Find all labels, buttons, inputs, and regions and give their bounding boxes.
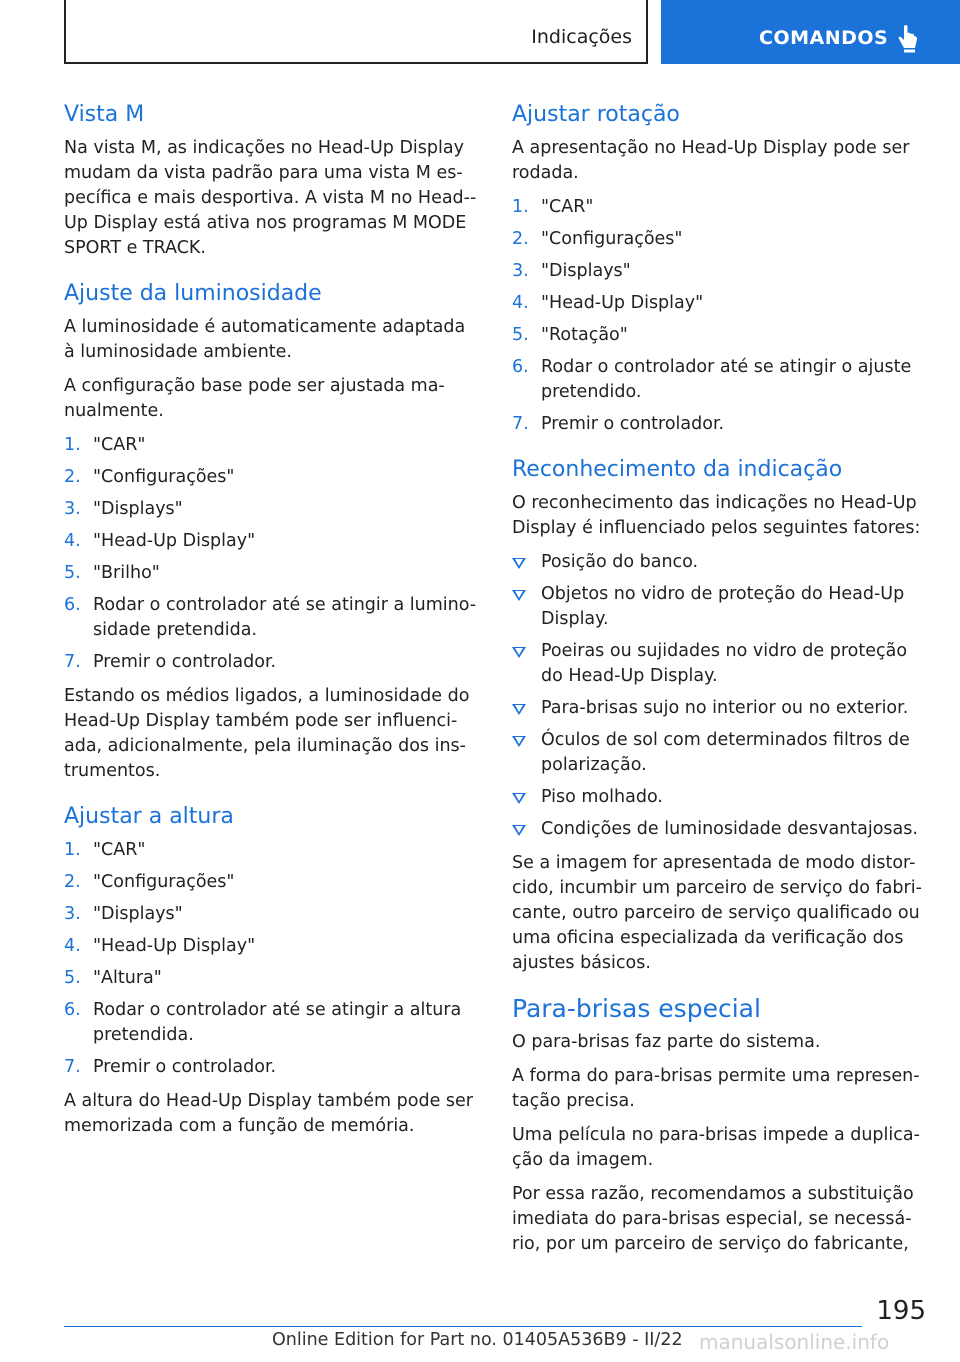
- step-number: 1.: [64, 435, 81, 455]
- paragraph: A forma do para-brisas permite uma represen-tação precisa.: [512, 1066, 920, 1111]
- bullet-text: Óculos de sol com determinados filtros de polarização.: [541, 730, 910, 775]
- paragraph: Na vista M, as indicações no Head-Up Display mudam da vista padrão para uma vista M es-pecífica e mais desportiva. A vista M no Head--Up Display está ativa nos programas M MODE SPORT e TRACK.: [64, 138, 477, 258]
- bullet-list: [512, 550, 928, 842]
- step-number: 2.: [64, 467, 81, 487]
- step-number: 1.: [64, 840, 81, 860]
- step-text: Rodar o controlador até se atingir a lumino-sidade pretendida.: [93, 595, 477, 640]
- step-number: 1.: [512, 197, 529, 217]
- header-chapter-label: COMANDOS: [759, 27, 889, 49]
- triangle-bullet-icon: [512, 558, 526, 569]
- step-text: "Head-Up Display": [93, 531, 256, 551]
- step-number: 5.: [512, 325, 529, 345]
- step-text: "Brilho": [93, 563, 160, 583]
- paragraph: Estando os médios ligados, a luminosidade do Head-Up Display também pode ser influenci-ada, adicionalmente, pela iluminação dos ins-trumentos.: [64, 686, 470, 781]
- heading-rotacao: Ajustar rotação: [512, 102, 680, 127]
- list-item: [512, 639, 928, 689]
- step-text: Premir o controlador.: [93, 1057, 277, 1077]
- list-item: [512, 412, 928, 437]
- list-item: [512, 785, 928, 810]
- list-item: [512, 817, 928, 842]
- section-parabrisas: [512, 994, 928, 1257]
- triangle-bullet-icon: [512, 793, 526, 804]
- hand-pointer-icon: [897, 24, 919, 54]
- paragraph: Se a imagem for apresentada de modo distor-cido, incumbir um parceiro de serviço do fabri-cante, outro parceiro de serviço qualificado ou uma oficina especializada da verificação dos ajustes básicos.: [512, 853, 922, 973]
- footer-divider: [64, 1326, 862, 1327]
- step-number: 4.: [512, 293, 529, 313]
- list-item: [512, 582, 928, 632]
- step-text: "Head-Up Display": [93, 936, 256, 956]
- paragraph: A configuração base pode ser ajustada ma-nualmente.: [64, 376, 445, 421]
- list-item: [512, 291, 928, 316]
- left-column: [64, 100, 478, 1157]
- step-number: 7.: [64, 1057, 81, 1077]
- heading-vista-m: Vista M: [64, 102, 145, 127]
- list-item: [64, 650, 478, 675]
- step-number: 4.: [64, 531, 81, 551]
- watermark: manualsonline.info: [699, 1330, 890, 1354]
- bullet-text: Piso molhado.: [541, 787, 663, 807]
- footer-edition: Online Edition for Part no. 01405A536B9 - II/22: [272, 1330, 683, 1350]
- list-item: [64, 433, 478, 458]
- right-column: [512, 100, 928, 1275]
- step-number: 6.: [64, 595, 81, 615]
- list-item: [512, 259, 928, 284]
- list-item: [64, 529, 478, 554]
- heading-parabrisas: Para-brisas especial: [512, 994, 761, 1023]
- step-number: 2.: [512, 229, 529, 249]
- list-item: [64, 998, 478, 1048]
- section-luminosidade: [64, 279, 478, 784]
- step-number: 6.: [512, 357, 529, 377]
- list-item: [512, 323, 928, 348]
- paragraph: Uma película no para-brisas impede a duplica-ção da imagem.: [512, 1125, 920, 1170]
- header-section-tab: [64, 0, 648, 64]
- list-item: [64, 966, 478, 991]
- list-item: [64, 561, 478, 586]
- heading-reconhecimento: Reconhecimento da indicação: [512, 457, 843, 482]
- bullet-text: Para-brisas sujo no interior ou no exterior.: [541, 698, 909, 718]
- step-text: "Head-Up Display": [541, 293, 704, 313]
- paragraph: A altura do Head-Up Display também pode ser memorizada com a função de memória.: [64, 1091, 474, 1136]
- list-item: [64, 934, 478, 959]
- steps-list: [64, 433, 478, 675]
- bullet-text: Poeiras ou sujidades no vidro de proteção do Head-Up Display.: [541, 641, 908, 686]
- list-item: [64, 593, 478, 643]
- step-text: "CAR": [93, 435, 146, 455]
- triangle-bullet-icon: [512, 704, 526, 715]
- step-number: 5.: [64, 968, 81, 988]
- triangle-bullet-icon: [512, 825, 526, 836]
- section-vista-m: [64, 100, 478, 261]
- step-text: "Rotação": [541, 325, 628, 345]
- step-text: Premir o controlador.: [541, 414, 725, 434]
- steps-list: [512, 195, 928, 437]
- step-number: 7.: [512, 414, 529, 434]
- list-item: [64, 870, 478, 895]
- list-item: [64, 465, 478, 490]
- paragraph: O para-brisas faz parte do sistema.: [512, 1032, 821, 1052]
- step-number: 7.: [64, 652, 81, 672]
- section-altura: [64, 802, 478, 1139]
- paragraph: Por essa razão, recomendamos a substituição imediata do para-brisas especial, se necessá-rio, por um parceiro de serviço do fabricante,: [512, 1184, 914, 1254]
- header-chapter-tab: [661, 0, 960, 64]
- steps-list: [64, 838, 478, 1080]
- step-number: 2.: [64, 872, 81, 892]
- list-item: [64, 497, 478, 522]
- step-text: "Displays": [93, 904, 183, 924]
- step-text: "Configurações": [93, 872, 235, 892]
- step-text: "Displays": [93, 499, 183, 519]
- list-item: [512, 550, 928, 575]
- step-text: "CAR": [541, 197, 594, 217]
- step-text: "Configurações": [93, 467, 235, 487]
- step-text: "Altura": [93, 968, 162, 988]
- bullet-text: Objetos no vidro de proteção do Head-Up Display.: [541, 584, 905, 629]
- step-text: Rodar o controlador até se atingir a altura pretendida.: [93, 1000, 462, 1045]
- triangle-bullet-icon: [512, 647, 526, 658]
- step-number: 3.: [64, 904, 81, 924]
- step-text: Premir o controlador.: [93, 652, 277, 672]
- page-number: 195: [876, 1296, 926, 1326]
- step-text: "Displays": [541, 261, 631, 281]
- paragraph: A apresentação no Head-Up Display pode ser rodada.: [512, 138, 910, 183]
- header-section-label: Indicações: [531, 26, 632, 48]
- step-number: 3.: [64, 499, 81, 519]
- triangle-bullet-icon: [512, 590, 526, 601]
- list-item: [512, 355, 928, 405]
- step-text: "CAR": [93, 840, 146, 860]
- section-reconhecimento: [512, 455, 928, 976]
- heading-altura: Ajustar a altura: [64, 804, 234, 829]
- bullet-text: Condições de luminosidade desvantajosas.: [541, 819, 918, 839]
- heading-luminosidade: Ajuste da luminosidade: [64, 281, 322, 306]
- triangle-bullet-icon: [512, 736, 526, 747]
- bullet-text: Posição do banco.: [541, 552, 699, 572]
- paragraph: A luminosidade é automaticamente adaptada à luminosidade ambiente.: [64, 317, 466, 362]
- list-item: [512, 227, 928, 252]
- list-item: [512, 728, 928, 778]
- step-number: 4.: [64, 936, 81, 956]
- step-number: 3.: [512, 261, 529, 281]
- step-number: 6.: [64, 1000, 81, 1020]
- list-item: [64, 838, 478, 863]
- section-rotacao: [512, 100, 928, 437]
- step-number: 5.: [64, 563, 81, 583]
- list-item: [512, 696, 928, 721]
- list-item: [64, 902, 478, 927]
- paragraph: O reconhecimento das indicações no Head-Up Display é influenciado pelos seguintes fatores:: [512, 493, 921, 538]
- step-text: "Configurações": [541, 229, 683, 249]
- step-text: Rodar o controlador até se atingir o ajuste pretendido.: [541, 357, 912, 402]
- list-item: [512, 195, 928, 220]
- list-item: [64, 1055, 478, 1080]
